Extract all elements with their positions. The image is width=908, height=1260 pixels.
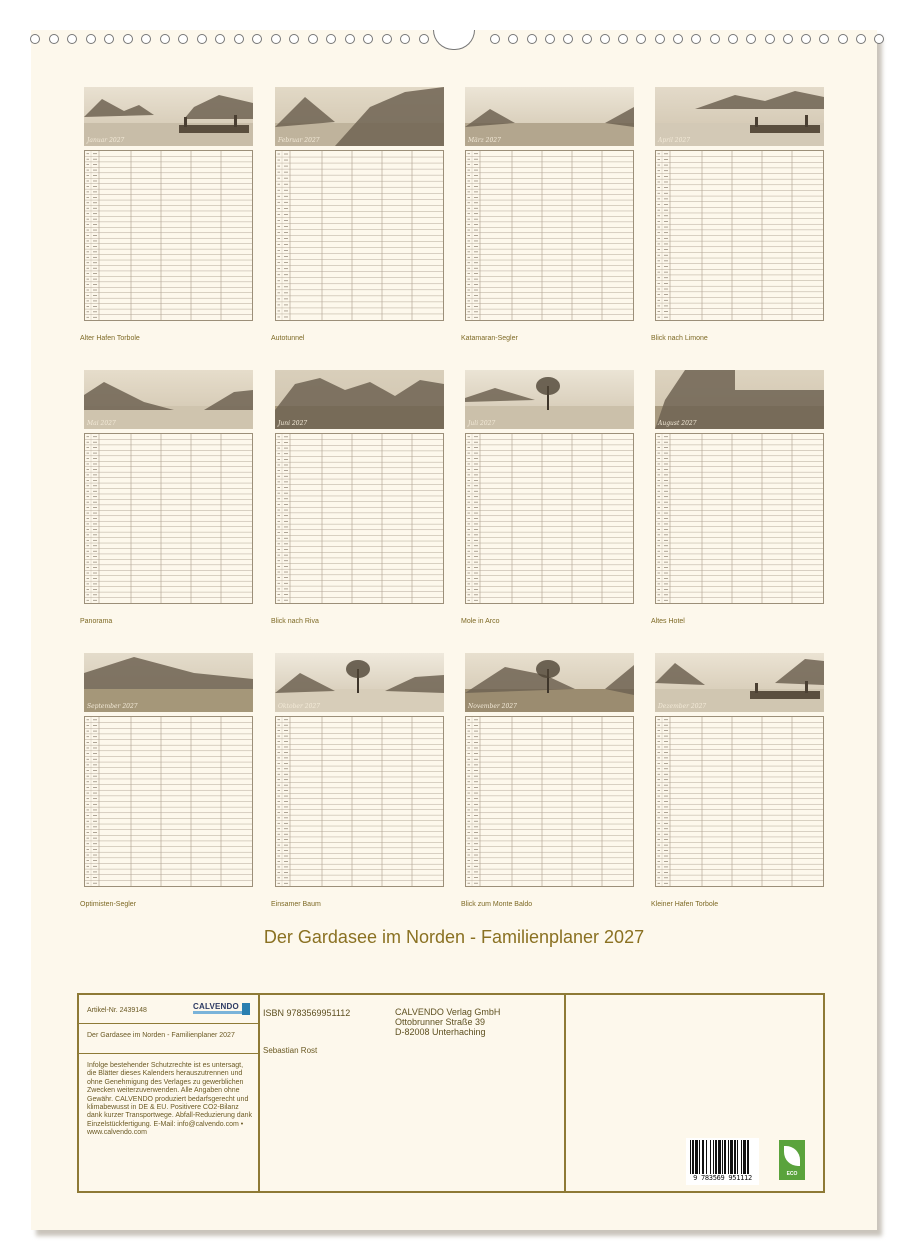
binding-ring: [636, 34, 646, 44]
planner-grid: [465, 150, 634, 321]
photo-caption: Alter Hafen Torbole: [80, 335, 140, 342]
barcode: [686, 1138, 759, 1185]
binding-ring: [728, 34, 738, 44]
binding-ring: [104, 34, 114, 44]
eco-badge: ECO: [779, 1140, 805, 1180]
month-photo: [465, 87, 634, 146]
binding-ring: [508, 34, 518, 44]
photo-caption: Einsamer Baum: [271, 901, 321, 908]
binding-ring: [67, 34, 77, 44]
planner-grid: [275, 433, 444, 604]
photo-caption: Blick nach Riva: [271, 618, 319, 625]
binding-ring: [765, 34, 775, 44]
binding-ring: [563, 34, 573, 44]
binding-ring: [710, 34, 720, 44]
binding-ring: [234, 34, 244, 44]
binding-ring: [382, 34, 392, 44]
month-label: März 2027: [468, 137, 501, 144]
binding-ring: [308, 34, 318, 44]
legal-notice: Infolge bestehender Schutzrechte ist es untersagt, die Blätter dieses Kalenders herauszutrennen und ohne Genehmigung des Verlages zu gewerblichen Zwecken weiterzuverwenden. Alle Angaben ohne Gewähr. CALVENDO produziert bedarfsgerecht und klimabewusst in DE & EU. Positivere CO2-Bilanz dank kurzer Transportwege. Abfall-Reduzierung dank Einzelstückfertigung. E-Mail: info@calvendo.com • www.calvendo.com: [87, 1062, 252, 1137]
calendar-title: Der Gardasee im Norden - Familienplaner 2027: [263, 927, 645, 947]
month-label: Mai 2027: [87, 420, 116, 427]
binding-ring: [400, 34, 410, 44]
planner-grid: [655, 150, 824, 321]
leaf-icon: [784, 1146, 800, 1166]
binding-ring: [856, 34, 866, 44]
binding-ring: [289, 34, 299, 44]
publisher-line-2: Ottobrunner Straße 39: [395, 1017, 486, 1027]
month-label: Februar 2027: [278, 137, 320, 144]
planner-grid: [84, 433, 253, 604]
binding-ring: [419, 34, 429, 44]
month-label: September 2027: [87, 703, 138, 710]
binding-ring: [345, 34, 355, 44]
planner-grid: [655, 716, 824, 887]
photo-caption: Blick zum Monte Baldo: [461, 901, 533, 908]
month-photo: [465, 653, 634, 712]
imprint-divider: [258, 995, 260, 1191]
imprint-rule: [79, 1053, 260, 1054]
month-label: Januar 2027: [87, 137, 125, 144]
month-label: April 2027: [658, 137, 691, 144]
planner-grid: [465, 716, 634, 887]
imprint-rule: [79, 1023, 260, 1024]
product-title: Der Gardasee im Norden - Familienplaner 2027: [87, 1032, 235, 1039]
planner-grid: [465, 433, 634, 604]
binding-ring: [49, 34, 59, 44]
binding-ring: [655, 34, 665, 44]
binding-ring: [141, 34, 151, 44]
binding-ring: [123, 34, 133, 44]
isbn: ISBN 9783569951112: [263, 1008, 351, 1018]
binding-ring: [582, 34, 592, 44]
photo-caption: Kleiner Hafen Torbole: [651, 901, 719, 908]
binding-ring: [30, 34, 40, 44]
article-number: Artikel-Nr. 2439148: [87, 1007, 147, 1014]
month-photo: [655, 653, 824, 712]
month-label: August 2027: [658, 420, 697, 427]
month-photo: [275, 653, 444, 712]
binding-ring: [801, 34, 811, 44]
photo-caption: Blick nach Limone: [651, 335, 708, 342]
binding-ring: [527, 34, 537, 44]
binding-ring: [874, 34, 884, 44]
month-label: Juni 2027: [278, 420, 308, 427]
month-photo: [275, 87, 444, 146]
binding-ring: [197, 34, 207, 44]
binding-ring: [691, 34, 701, 44]
publisher-line-1: CALVENDO Verlag GmbH: [395, 1007, 501, 1017]
photo-caption: Katamaran-Segler: [461, 335, 518, 342]
month-label: November 2027: [468, 703, 517, 710]
binding-ring: [618, 34, 628, 44]
month-photo: [275, 370, 444, 429]
binding-ring: [215, 34, 225, 44]
photo-caption: Optimisten-Segler: [80, 901, 137, 908]
calvendo-logo: CALVENDO: [193, 1002, 250, 1016]
month-photo: [655, 370, 824, 429]
month-label: Dezember 2027: [658, 703, 707, 710]
month-photo: [84, 370, 253, 429]
photo-caption: Autotunnel: [271, 335, 305, 342]
binding-ring: [160, 34, 170, 44]
imprint-divider: [564, 995, 566, 1191]
binding-ring: [819, 34, 829, 44]
binding-ring: [363, 34, 373, 44]
binding-ring: [86, 34, 96, 44]
binding-ring: [838, 34, 848, 44]
binding-ring: [673, 34, 683, 44]
binding-ring: [271, 34, 281, 44]
binding-ring: [252, 34, 262, 44]
binding-ring: [600, 34, 610, 44]
planner-grid: [84, 150, 253, 321]
planner-grid: [275, 150, 444, 321]
month-label: Juli 2027: [468, 420, 496, 427]
binding-ring: [326, 34, 336, 44]
binding-ring: [746, 34, 756, 44]
binding-ring: [490, 34, 500, 44]
photo-caption: Panorama: [80, 618, 113, 625]
photo-caption: Altes Hotel: [651, 618, 685, 625]
month-photo: [465, 370, 634, 429]
planner-grid: [655, 433, 824, 604]
month-label: Oktober 2027: [278, 703, 321, 710]
author: Sebastian Rost: [263, 1046, 318, 1055]
planner-grid: [84, 716, 253, 887]
binding-ring: [783, 34, 793, 44]
photo-caption: Mole in Arco: [461, 618, 500, 625]
binding-ring: [545, 34, 555, 44]
barcode-digits: 9 783569 951112: [693, 1174, 752, 1182]
planner-grid: [275, 716, 444, 887]
imprint-box: [77, 993, 825, 1193]
binding-ring: [178, 34, 188, 44]
publisher-line-3: D-82008 Unterhaching: [395, 1027, 486, 1037]
month-photo: [84, 87, 253, 146]
month-photo: [84, 653, 253, 712]
month-photo: [655, 87, 824, 146]
